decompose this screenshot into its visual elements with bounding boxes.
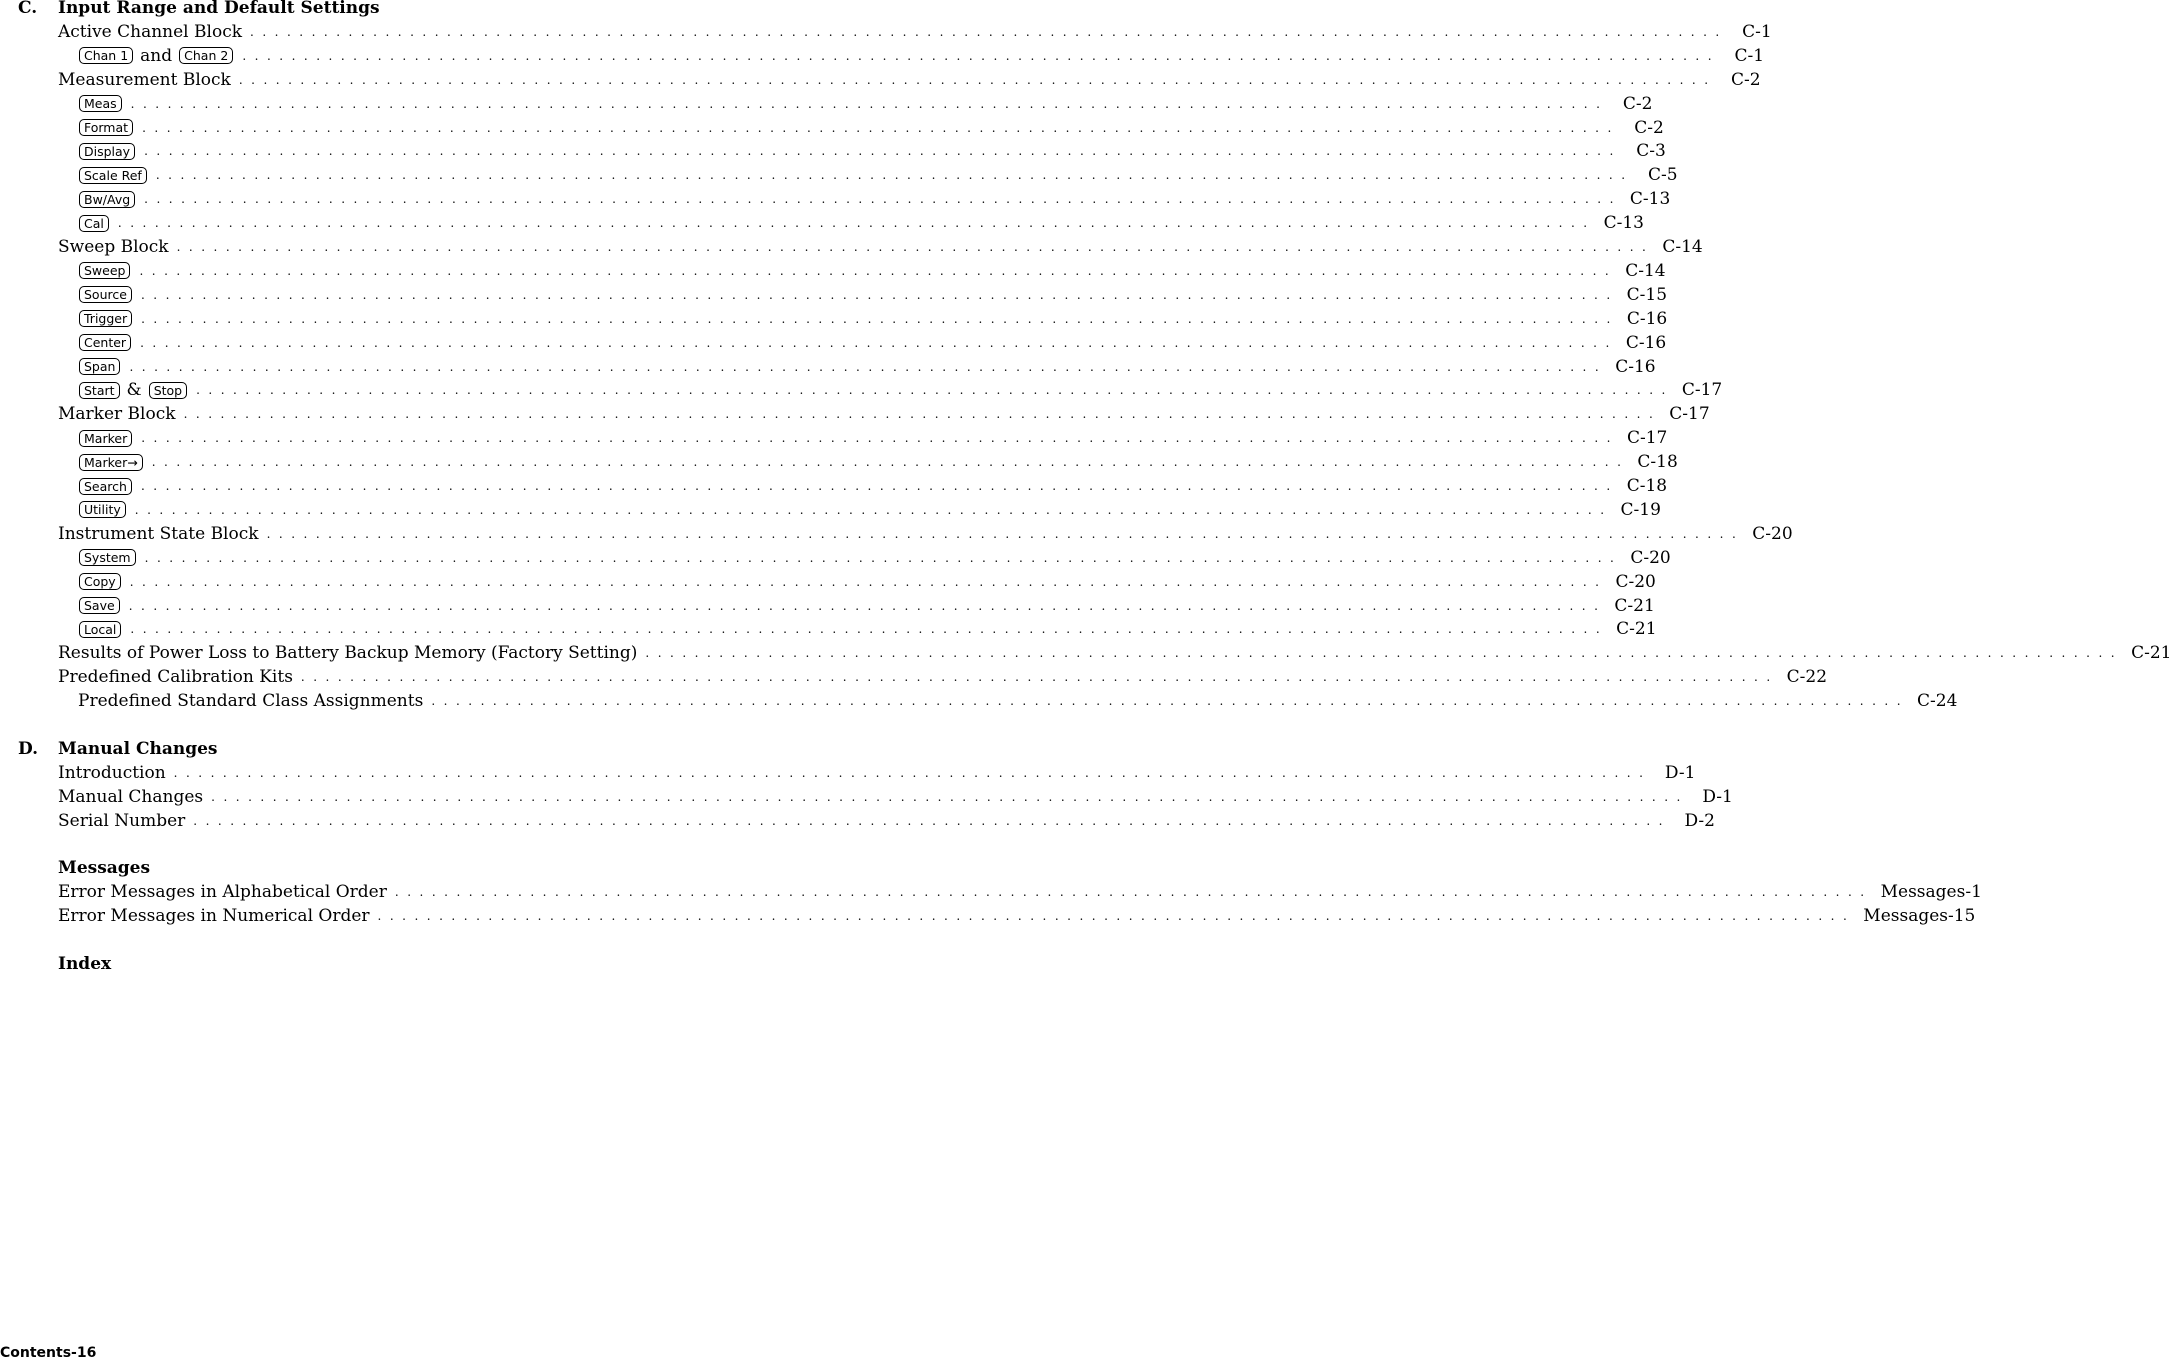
dot-leader: ........................................................................................................................ (300, 670, 1779, 685)
toc-entry (78, 163, 1678, 187)
hardkey-label: Bw/Avg (79, 191, 135, 208)
toc-entry (58, 235, 1703, 259)
toc-entry (58, 880, 1982, 904)
hardkey-label: Source (79, 286, 132, 303)
toc-entry (58, 68, 1761, 92)
section-letter: C. (18, 0, 38, 18)
dot-leader: ........................................................................................................................ (144, 550, 1623, 565)
entry-label (78, 262, 131, 279)
page-number: C-2 (1634, 117, 1664, 138)
hardkey-label: Display (79, 143, 135, 160)
entry-label: Marker Block (58, 404, 176, 425)
dot-leader: ........................................................................................................................ (176, 240, 1655, 254)
entry-label (78, 430, 133, 447)
toc-entry (78, 355, 1656, 379)
entry-label: Measurement Block (58, 69, 231, 90)
entry-conjunction: & (126, 380, 142, 401)
entry-label: Instrument State Block (58, 523, 259, 544)
page-number: C-13 (1603, 213, 1644, 234)
toc-entry (78, 450, 1678, 474)
hardkey-label: Marker→ (79, 454, 143, 471)
page-number: D-1 (1664, 762, 1696, 783)
dot-leader: ........................................................................................................................ (130, 622, 1609, 637)
entry-label: Error Messages in Numerical Order (58, 906, 370, 927)
toc-entry (78, 307, 1668, 331)
page-number: C-20 (1615, 571, 1656, 592)
toc-entry (78, 211, 1644, 235)
page-number: C-1 (1734, 45, 1765, 66)
toc-entry (78, 92, 1653, 116)
dot-leader: ........................................................................................................................ (196, 383, 1674, 398)
entry-label: Introduction (58, 762, 166, 783)
entry-label (78, 167, 148, 184)
page-number: C-17 (1669, 404, 1710, 425)
toc-entry (58, 641, 2172, 665)
dot-leader: ........................................................................................................................ (144, 144, 1622, 159)
entry-label: Predefined Calibration Kits (58, 667, 293, 688)
dot-leader: ........................................................................................................................ (266, 526, 1745, 541)
hardkey-label: Copy (79, 573, 121, 590)
dot-leader: ........................................................................................................................ (140, 335, 1618, 350)
dot-leader: ........................................................................................................................ (141, 431, 1619, 446)
hardkey-label: Cal (79, 215, 109, 232)
page-number: C-16 (1625, 332, 1667, 353)
toc-entry (78, 378, 1723, 402)
toc-entry (78, 116, 1664, 140)
page-number: C-16 (1615, 356, 1656, 377)
hardkey-label: Utility (79, 501, 126, 518)
page-number: C-17 (1681, 380, 1723, 401)
page-number: C-15 (1626, 284, 1668, 305)
toc-entry (58, 904, 1976, 928)
hardkey-label: Search (79, 478, 132, 495)
entry-label (78, 143, 136, 160)
toc-entry (58, 809, 1715, 833)
entry-label (78, 119, 134, 136)
page-number: C-20 (1752, 523, 1793, 544)
dot-leader: ........................................................................................................................ (238, 72, 1717, 87)
section-title: Manual Changes (58, 738, 218, 759)
hardkey-label: Start (79, 382, 120, 399)
entry-label: Results of Power Loss to Battery Backup Memory (Factory Setting) (58, 643, 638, 664)
entry-label (78, 215, 110, 232)
toc-entry (78, 331, 1667, 355)
dot-leader: ........................................................................................................................ (377, 909, 1856, 924)
hardkey-label: Span (79, 358, 120, 375)
dot-leader: ........................................................................................................................ (140, 287, 1619, 302)
dot-leader: ........................................................................................................................ (117, 216, 1596, 231)
toc-entry (58, 20, 1772, 44)
entry-label (78, 191, 136, 208)
section-letter: D. (18, 738, 39, 759)
page-number: C-16 (1626, 308, 1668, 329)
hardkey-label: Scale Ref (79, 167, 147, 184)
entry-label: Predefined Standard Class Assignments (78, 691, 424, 712)
hardkey-label: Local (79, 621, 121, 638)
section-title: Input Range and Default Settings (58, 0, 380, 18)
dot-leader: ........................................................................................................................ (394, 885, 1873, 900)
dot-leader: ........................................................................................................................ (140, 479, 1619, 493)
entry-label: Sweep Block (58, 237, 169, 257)
toc-entry (78, 283, 1668, 307)
hardkey-label: Trigger (79, 310, 132, 327)
page-number: D-1 (1702, 786, 1733, 807)
dot-leader: ........................................................................................................................ (155, 168, 1634, 183)
entry-label (78, 549, 137, 566)
hardkey-label: Sweep (79, 262, 130, 279)
dot-leader: ........................................................................................................................ (139, 263, 1618, 278)
section-title: Messages (58, 858, 151, 879)
page-footer: Contents-16 (0, 1345, 97, 1361)
dot-leader: ........................................................................................................................ (129, 574, 1608, 589)
dot-leader: ........................................................................................................................ (183, 407, 1662, 422)
entry-label (78, 573, 122, 590)
entry-label (78, 286, 133, 303)
page-number: C-21 (1614, 595, 1655, 616)
toc-entry (58, 402, 1710, 426)
page-number: C-18 (1626, 476, 1668, 496)
page-number: C-24 (1917, 691, 1958, 712)
toc-entry (58, 665, 1828, 689)
entry-label (78, 621, 122, 638)
page-number: D-2 (1684, 810, 1715, 831)
dot-leader: ........................................................................................................................ (134, 502, 1613, 517)
page-number: Messages-1 (1880, 882, 1982, 903)
dot-leader: ........................................................................................................................ (142, 120, 1620, 135)
toc-entry (58, 761, 1696, 785)
entry-label (78, 334, 132, 351)
dot-leader: ........................................................................................................................ (173, 765, 1652, 780)
entry-label (78, 44, 234, 68)
toc-entry (78, 594, 1655, 618)
page-number: C-14 (1625, 260, 1666, 281)
dot-leader: ........................................................................................................................ (645, 646, 2124, 661)
entry-label: Serial Number (58, 810, 186, 831)
hardkey-label: Meas (79, 95, 122, 112)
entry-label: Active Channel Block (58, 21, 243, 42)
entry-conjunction: and (140, 45, 173, 66)
toc-entry (78, 474, 1668, 498)
hardkey-label: Center (79, 334, 131, 351)
entry-label (78, 501, 127, 518)
entry-label (78, 454, 144, 471)
hardkey-label: Chan 2 (179, 47, 233, 64)
page-number: C-20 (1630, 547, 1671, 568)
entry-label (78, 95, 123, 112)
toc-entry (78, 259, 1666, 283)
entry-label (78, 358, 121, 375)
entry-label (78, 378, 188, 402)
hardkey-label: Chan 1 (79, 47, 133, 64)
hardkey-label: Marker (79, 430, 132, 447)
dot-leader: ........................................................................................................................ (151, 455, 1630, 470)
hardkey-label: Save (79, 597, 120, 614)
page-number: C-13 (1629, 189, 1671, 210)
page-number: C-21 (2131, 643, 2172, 664)
dot-leader: ........................................................................................................................ (242, 48, 1721, 63)
dot-leader: ........................................................................................................................ (129, 359, 1608, 374)
entry-label (78, 478, 133, 495)
page-number: C-2 (1622, 93, 1653, 114)
page-number: C-2 (1730, 69, 1761, 90)
toc-entry (58, 785, 1733, 809)
page-number: C-17 (1626, 428, 1668, 449)
page-number: C-22 (1786, 667, 1828, 688)
dot-leader: ........................................................................................................................ (141, 311, 1619, 326)
toc-entry (78, 617, 1657, 641)
dot-leader: ........................................................................................................................ (211, 789, 1689, 804)
entry-label: Error Messages in Alphabetical Order (58, 882, 387, 903)
entry-label (78, 310, 133, 327)
page-number: Messages-15 (1863, 906, 1976, 927)
toc-entry (78, 187, 1671, 211)
page-number: C-1 (1742, 21, 1772, 42)
page-number: C-18 (1637, 452, 1678, 473)
hardkey-label: System (79, 549, 136, 566)
section-title: Index (58, 954, 112, 974)
dot-leader: ........................................................................................................................ (128, 598, 1607, 613)
dot-leader: ........................................................................................................................ (193, 813, 1671, 828)
page-number: C-19 (1620, 499, 1661, 520)
page-number: C-21 (1616, 619, 1657, 640)
toc-entry (78, 570, 1656, 594)
toc-entry (78, 139, 1666, 163)
page-number: C-3 (1636, 141, 1666, 162)
toc-entry (58, 522, 1793, 546)
toc-entry (78, 44, 1765, 68)
page-number: C-14 (1662, 237, 1703, 257)
toc-entry (78, 689, 1958, 713)
entry-label: Manual Changes (58, 786, 204, 807)
hardkey-label: Format (79, 119, 133, 136)
toc-entry (78, 546, 1671, 570)
page-number: C-5 (1647, 165, 1678, 186)
dot-leader: ........................................................................................................................ (250, 24, 1728, 39)
dot-leader: ........................................................................................................................ (130, 96, 1609, 111)
dot-leader: ........................................................................................................................ (144, 192, 1622, 207)
toc-entry (78, 426, 1668, 450)
hardkey-label: Stop (149, 382, 187, 399)
entry-label (78, 597, 121, 614)
dot-leader: ........................................................................................................................ (431, 694, 1910, 709)
toc-entry (78, 498, 1661, 522)
